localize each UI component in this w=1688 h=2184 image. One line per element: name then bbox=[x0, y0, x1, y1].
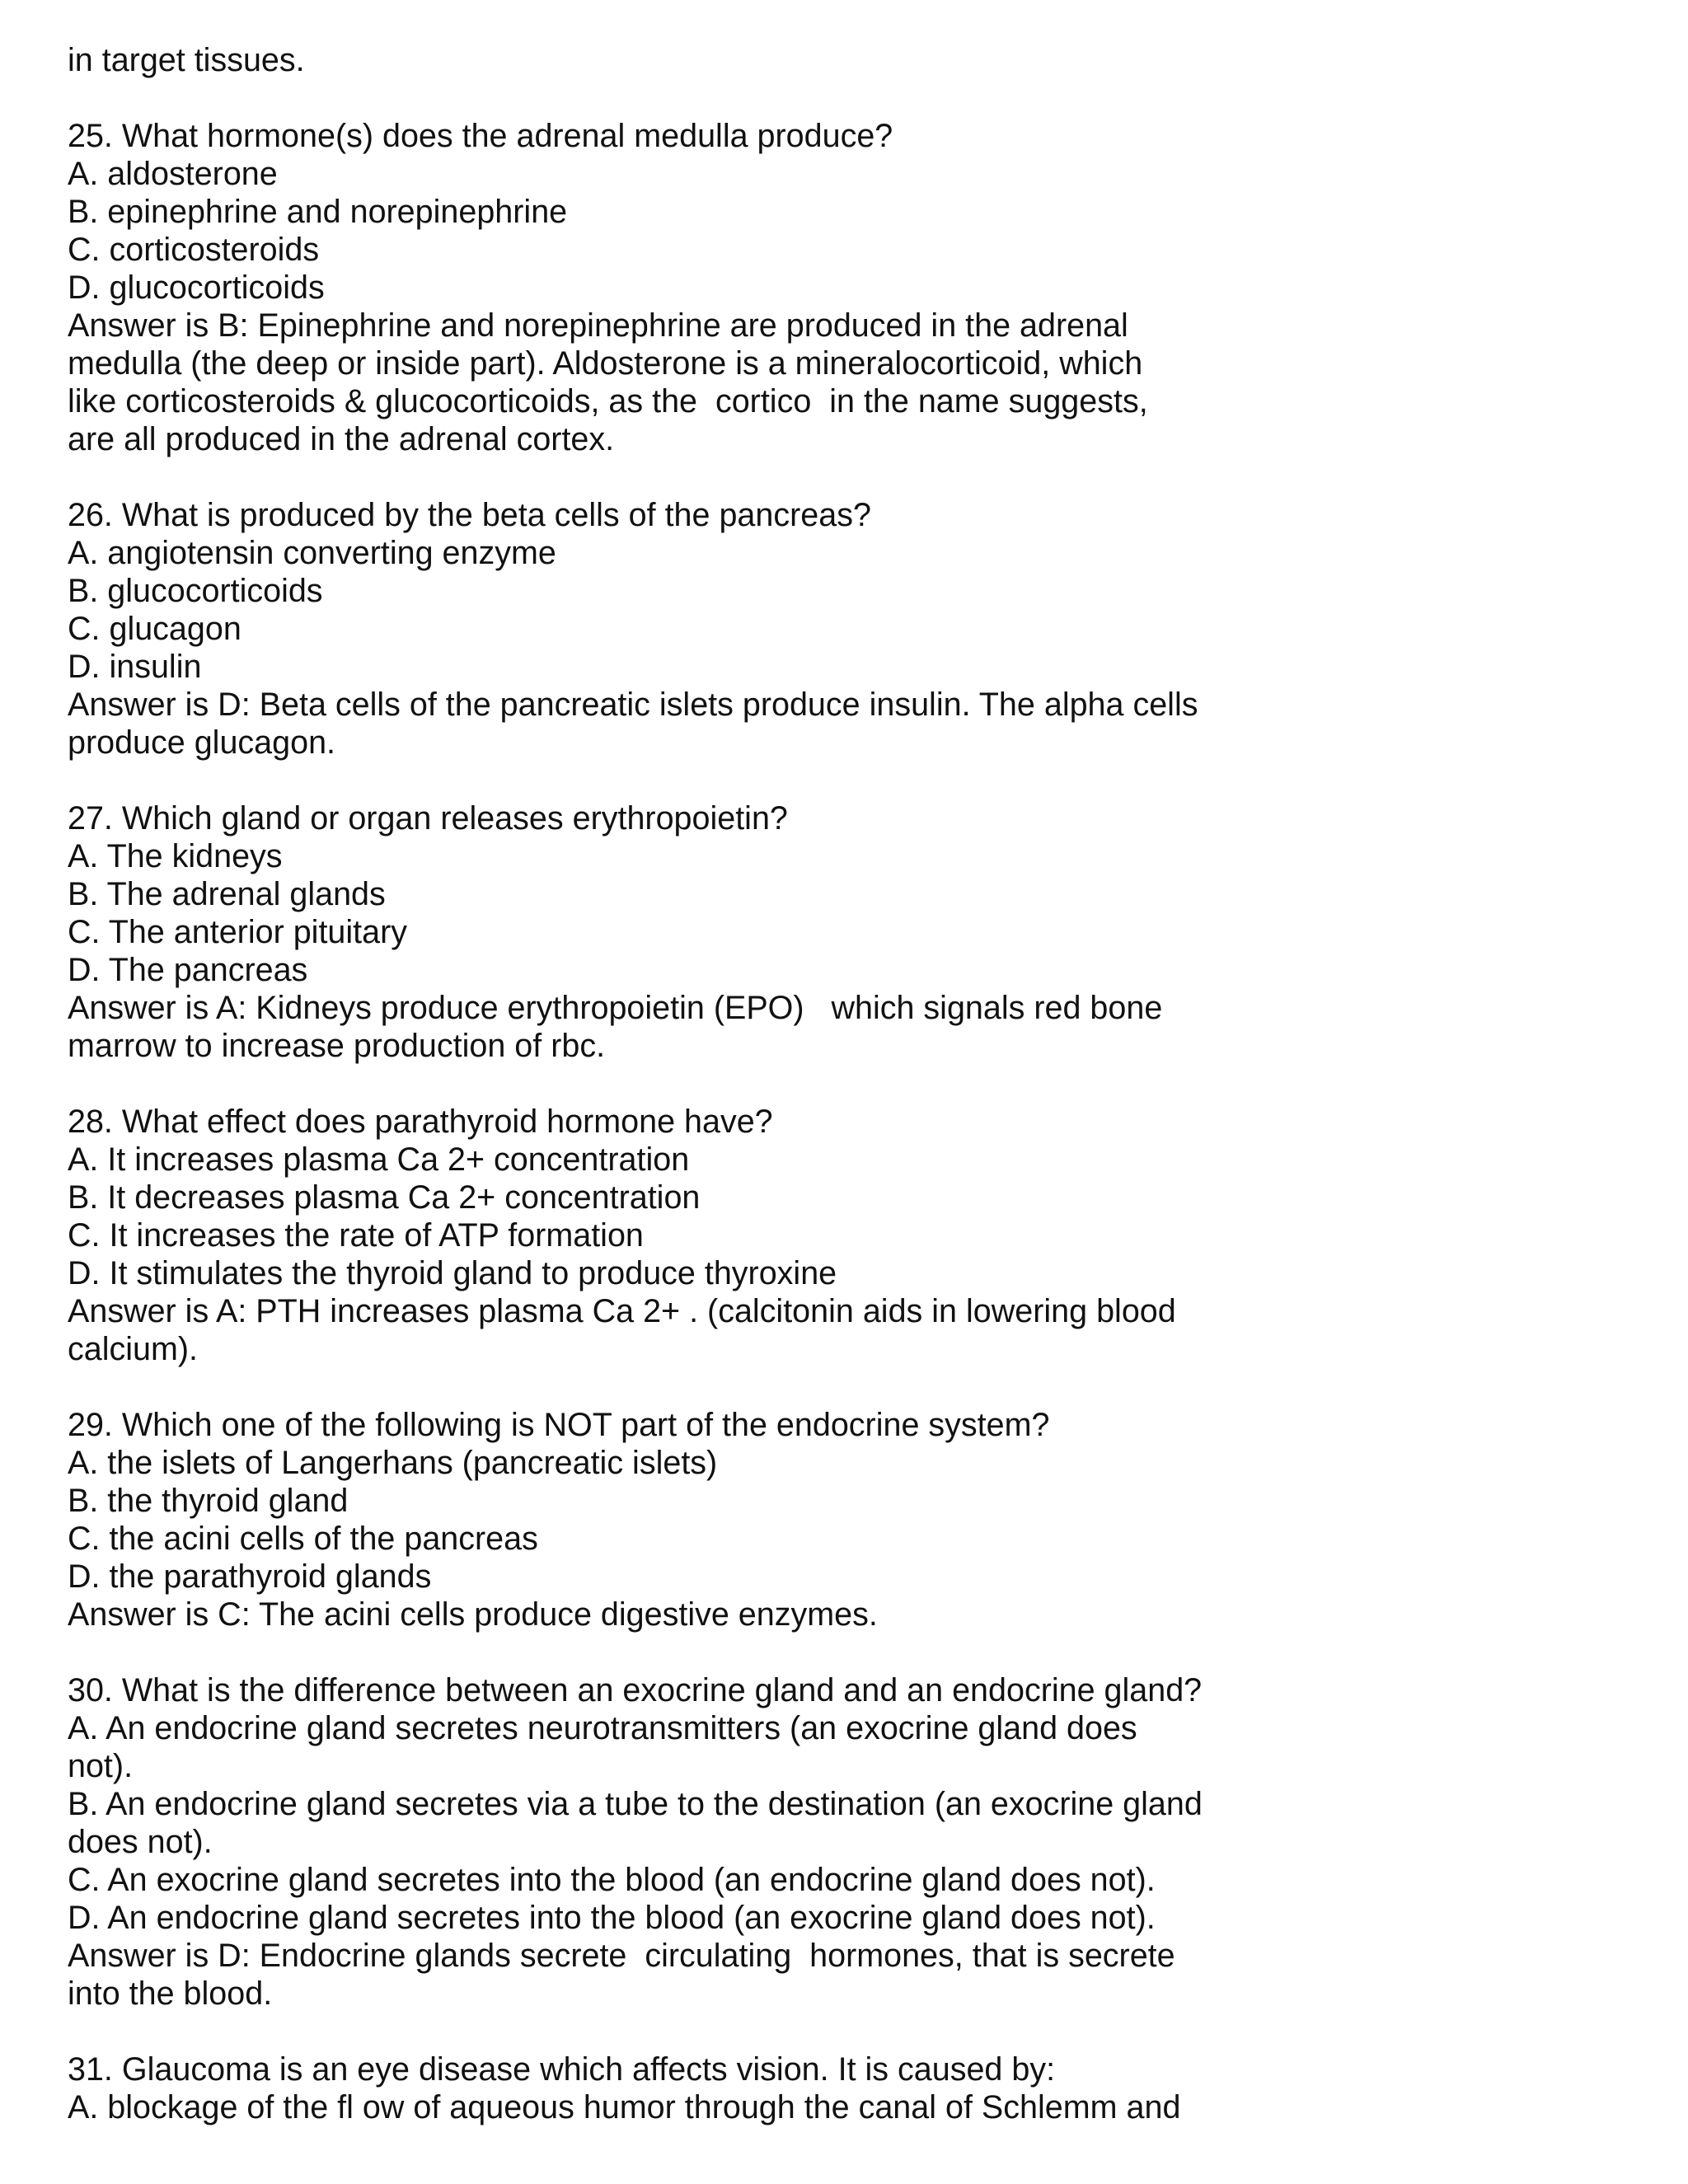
answer-explanation: Answer is B: Epinephrine and norepinephrine are produced in the adrenal bbox=[68, 307, 1128, 344]
paragraph-gap bbox=[68, 2013, 1634, 2050]
paragraph-gap bbox=[68, 1633, 1634, 1671]
answer-option: A. It increases plasma Ca 2+ concentration bbox=[68, 1141, 690, 1178]
text-line: not). bbox=[68, 1748, 134, 1784]
answer-explanation: Answer is A: PTH increases plasma Ca 2+ . (calcitonin aids in lowering blood bbox=[68, 1293, 1176, 1329]
answer-option: D. the parathyroid glands bbox=[68, 1558, 432, 1595]
answer-option: C. corticosteroids bbox=[68, 232, 320, 268]
answer-option: C. An exocrine gland secretes into the blood (an endocrine gland does not). bbox=[68, 1862, 1156, 1898]
answer-option: C. It increases the rate of ATP formation bbox=[68, 1217, 644, 1254]
question-text: 28. What effect does parathyroid hormone have? bbox=[68, 1104, 773, 1140]
answer-option: A. The kidneys bbox=[68, 838, 283, 874]
text-line: into the blood. bbox=[68, 1975, 273, 2012]
answer-option: B. epinephrine and norepinephrine bbox=[68, 194, 568, 230]
answer-explanation: Answer is D: Beta cells of the pancreatic islets produce insulin. The alpha cells bbox=[68, 687, 1198, 723]
paragraph-gap bbox=[68, 79, 1634, 117]
question-text: 26. What is produced by the beta cells of the pancreas? bbox=[68, 497, 871, 533]
question-text: 25. What hormone(s) does the adrenal medulla produce? bbox=[68, 118, 893, 154]
question-text: 27. Which gland or organ releases erythropoietin? bbox=[68, 800, 788, 837]
answer-option: B. glucocorticoids bbox=[68, 573, 323, 609]
answer-option: D. glucocorticoids bbox=[68, 269, 325, 306]
question-text: 31. Glaucoma is an eye disease which affects vision. It is caused by: bbox=[68, 2051, 1056, 2088]
text-line: does not). bbox=[68, 1824, 213, 1860]
answer-option: C. the acini cells of the pancreas bbox=[68, 1521, 538, 1557]
question-text: 29. Which one of the following is NOT part of the endocrine system? bbox=[68, 1407, 1050, 1443]
question-text: 30. What is the difference between an exocrine gland and an endocrine gland? bbox=[68, 1672, 1203, 1708]
answer-option: A. blockage of the fl ow of aqueous humor through the canal of Schlemm and bbox=[68, 2089, 1181, 2125]
answer-option: C. The anterior pituitary bbox=[68, 914, 408, 950]
answer-option: D. An endocrine gland secretes into the blood (an exocrine gland does not). bbox=[68, 1900, 1156, 1936]
text-line: medulla (the deep or inside part). Aldosterone is a mineralocorticoid, which bbox=[68, 345, 1143, 382]
answer-option: B. The adrenal glands bbox=[68, 876, 386, 912]
answer-option: B. It decreases plasma Ca 2+ concentration bbox=[68, 1179, 701, 1216]
answer-option: A. the islets of Langerhans (pancreatic islets) bbox=[68, 1445, 718, 1481]
text-line: like corticosteroids & glucocorticoids, as the cortico in the name suggests, bbox=[68, 383, 1148, 419]
paragraph-gap bbox=[68, 1065, 1634, 1103]
answer-option: D. The pancreas bbox=[68, 952, 308, 988]
answer-option: A. angiotensin converting enzyme bbox=[68, 535, 556, 571]
answer-option: D. It stimulates the thyroid gland to produce thyroxine bbox=[68, 1255, 837, 1291]
document-body bbox=[68, 41, 1634, 2126]
answer-option: A. aldosterone bbox=[68, 156, 278, 192]
paragraph-gap bbox=[68, 762, 1634, 799]
text-line: produce glucagon. bbox=[68, 724, 336, 761]
text-line: calcium). bbox=[68, 1331, 199, 1367]
answer-explanation: Answer is D: Endocrine glands secrete circulating hormones, that is secrete bbox=[68, 1938, 1175, 1974]
answer-option: C. glucagon bbox=[68, 611, 241, 647]
answer-option: D. insulin bbox=[68, 649, 202, 685]
answer-option: B. An endocrine gland secretes via a tube to the destination (an exocrine gland bbox=[68, 1786, 1203, 1822]
text-line: marrow to increase production of rbc. bbox=[68, 1028, 606, 1064]
paragraph-gap bbox=[68, 1368, 1634, 1406]
answer-explanation: Answer is A: Kidneys produce erythropoietin (EPO) which signals red bone bbox=[68, 990, 1163, 1026]
answer-explanation: Answer is C: The acini cells produce digestive enzymes. bbox=[68, 1596, 878, 1633]
paragraph-gap bbox=[68, 458, 1634, 496]
text-line: are all produced in the adrenal cortex. bbox=[68, 421, 615, 457]
text-line: in target tissues. bbox=[68, 42, 305, 78]
answer-option: A. An endocrine gland secretes neurotransmitters (an exocrine gland does bbox=[68, 1710, 1137, 1746]
answer-option: B. the thyroid gland bbox=[68, 1483, 349, 1519]
